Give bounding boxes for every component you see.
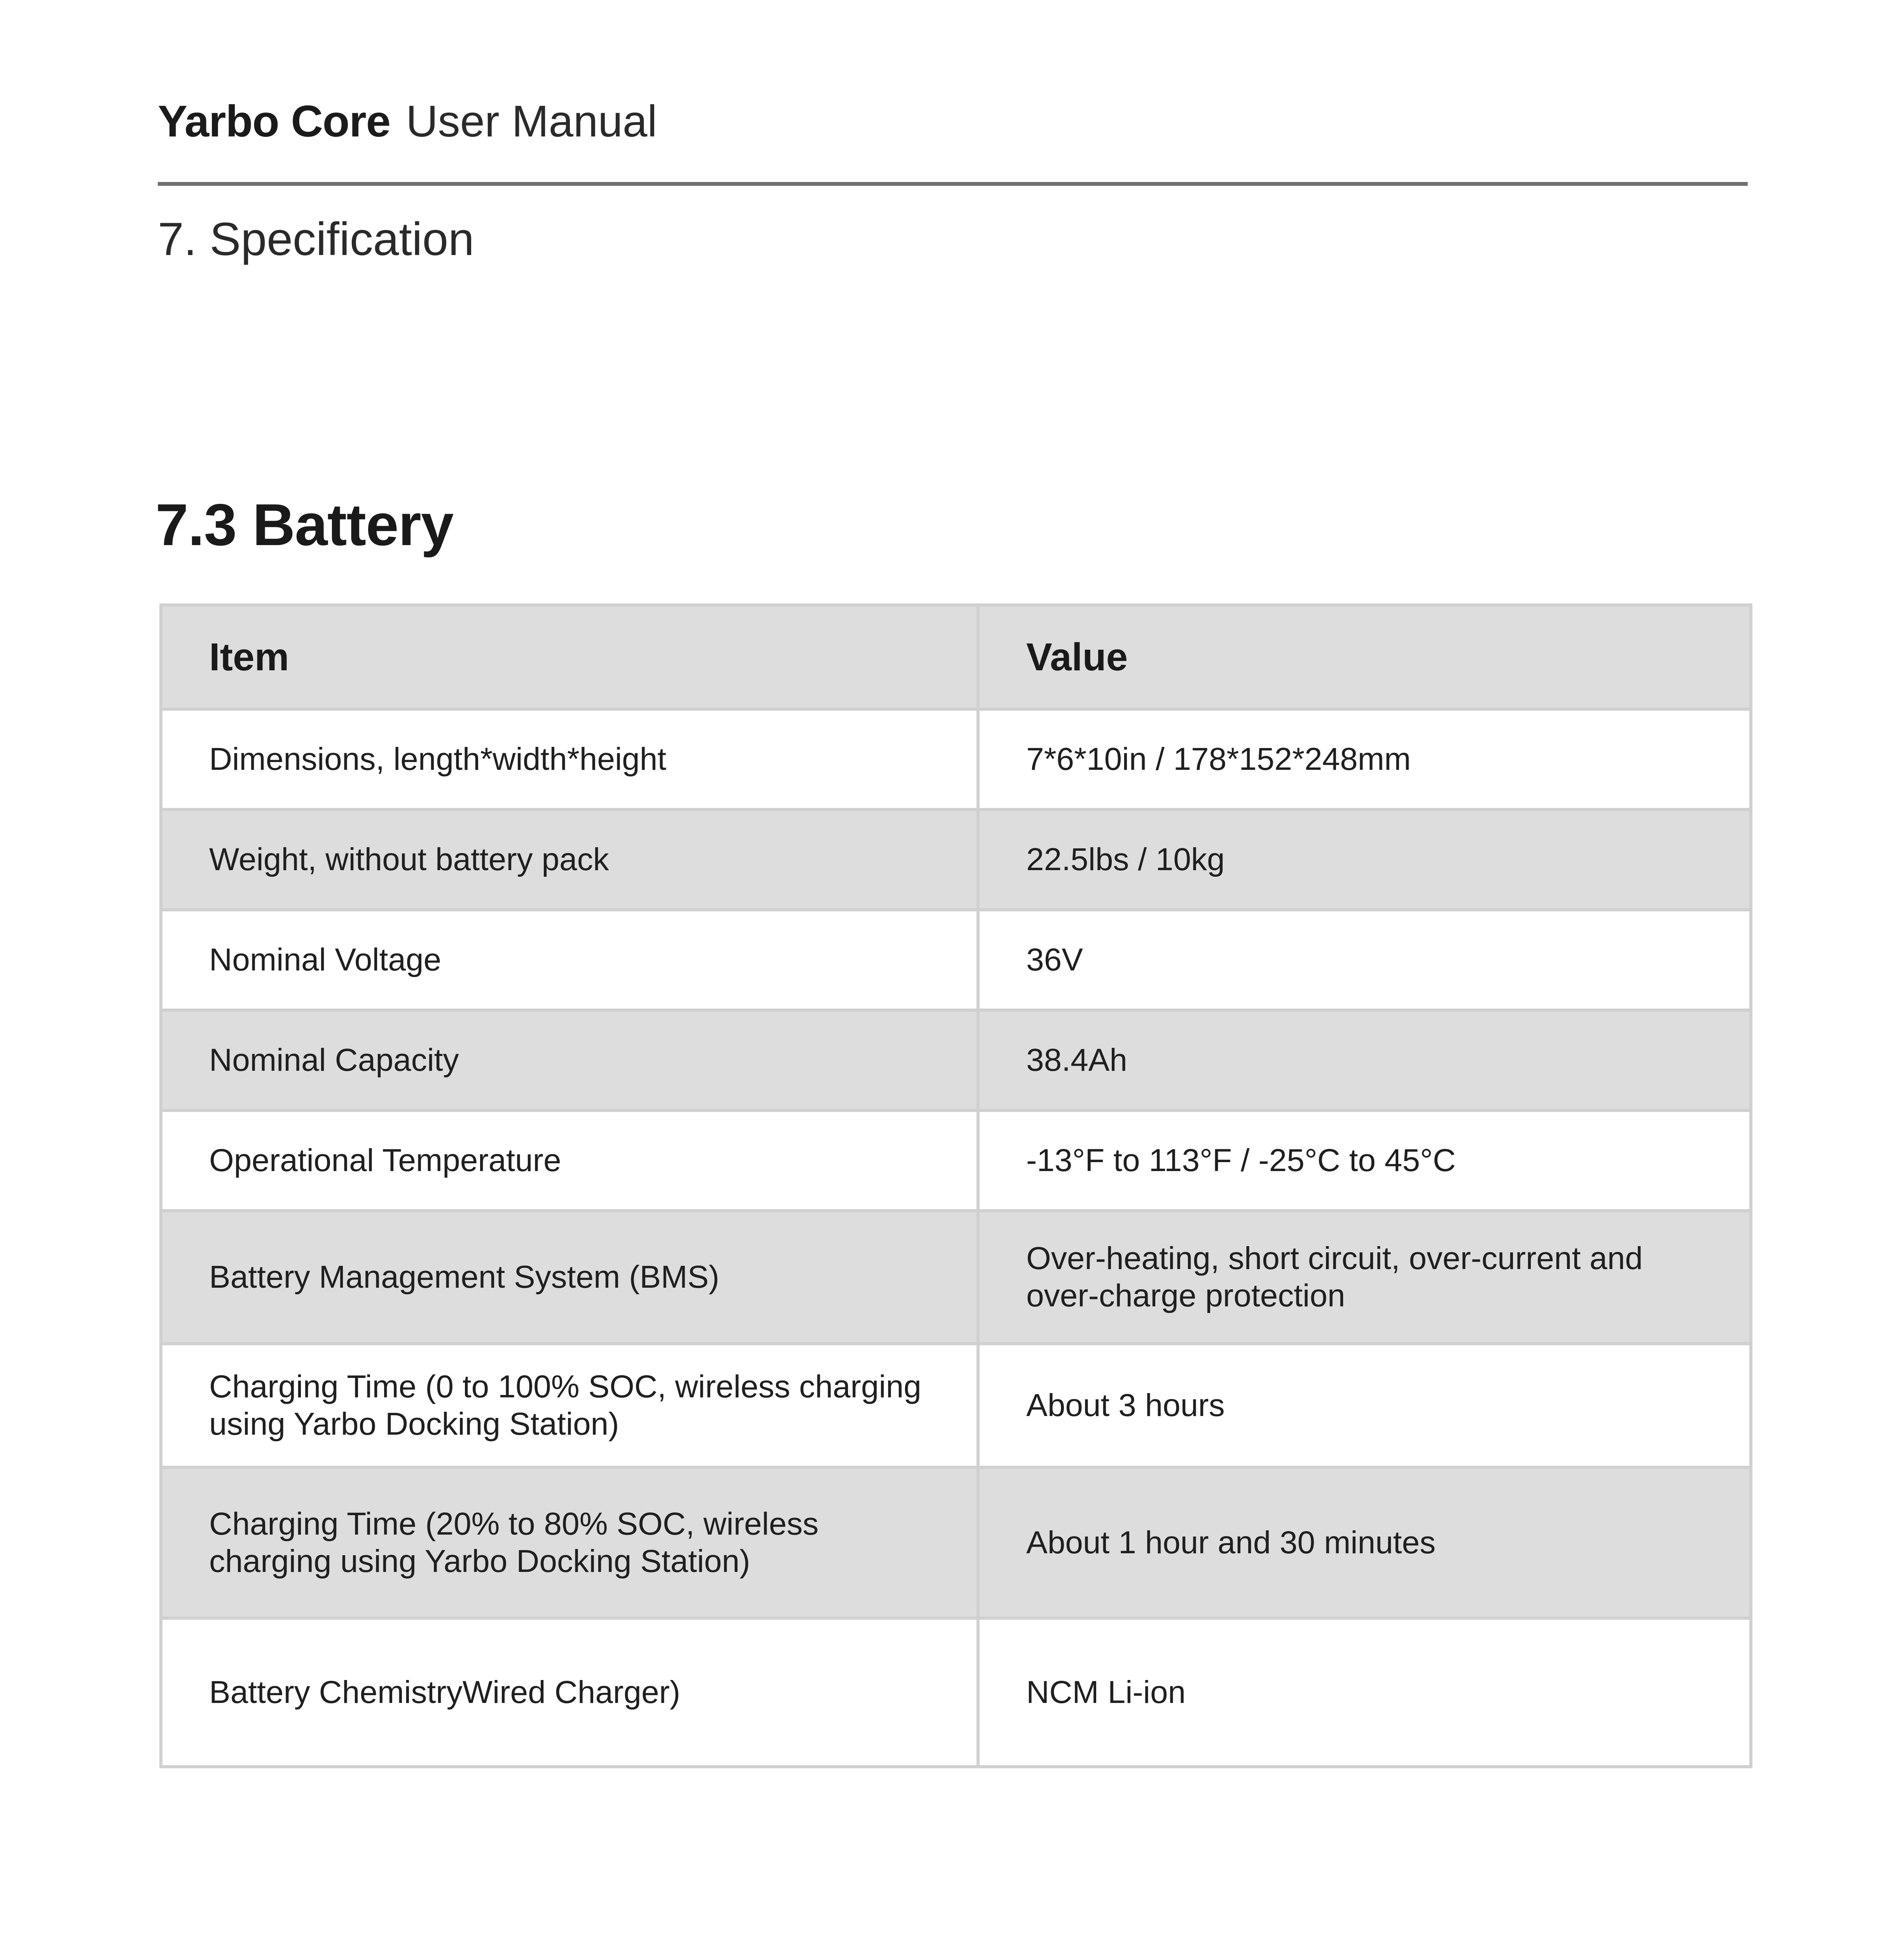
chapter-title: 7. Specification [158,213,474,265]
table-row [161,1618,1751,1767]
value-cell: 7*6*10in / 178*152*248mm [978,709,1751,809]
document-type: User Manual [406,97,657,146]
item-cell: Operational Temperature [161,1110,978,1211]
table-row [161,1110,1751,1211]
brand-name: Yarbo Core [158,97,391,146]
table-row [161,1010,1751,1110]
value-cell: 38.4Ah [978,1010,1751,1110]
value-cell: NCM Li-ion [978,1618,1751,1767]
table-row [161,709,1751,809]
table-row [161,1211,1751,1344]
value-cell: About 3 hours [978,1344,1751,1467]
item-cell: Nominal Capacity [161,1010,978,1110]
item-cell: Nominal Voltage [161,910,978,1010]
header-divider [158,182,1748,186]
item-cell: Charging Time (0 to 100% SOC, wireless charging using Yarbo Docking Station) [161,1344,978,1467]
battery-spec-table [159,603,1752,1768]
value-cell: -13°F to 113°F / -25°C to 45°C [978,1110,1751,1211]
value-cell: 22.5lbs / 10kg [978,809,1751,910]
value-cell: About 1 hour and 30 minutes [978,1467,1751,1618]
item-cell: Weight, without battery pack [161,809,978,910]
table-row [161,910,1751,1010]
value-cell: Over-heating, short circuit, over-current and over-charge protection [978,1211,1751,1344]
table-header-row [161,605,1751,709]
item-cell: Charging Time (20% to 80% SOC, wireless charging using Yarbo Docking Station) [161,1467,978,1618]
item-cell: Battery Management System (BMS) [161,1211,978,1344]
column-header-value: Value [978,605,1751,709]
table-row [161,809,1751,910]
table-row [161,1467,1751,1618]
column-header-item: Item [161,605,978,709]
value-cell: 36V [978,910,1751,1010]
page-header [158,97,1748,146]
item-cell: Dimensions, length*width*height [161,709,978,809]
section-heading: 7.3 Battery [155,492,454,558]
table-row [161,1344,1751,1467]
item-cell: Battery ChemistryWired Charger) [161,1618,978,1767]
